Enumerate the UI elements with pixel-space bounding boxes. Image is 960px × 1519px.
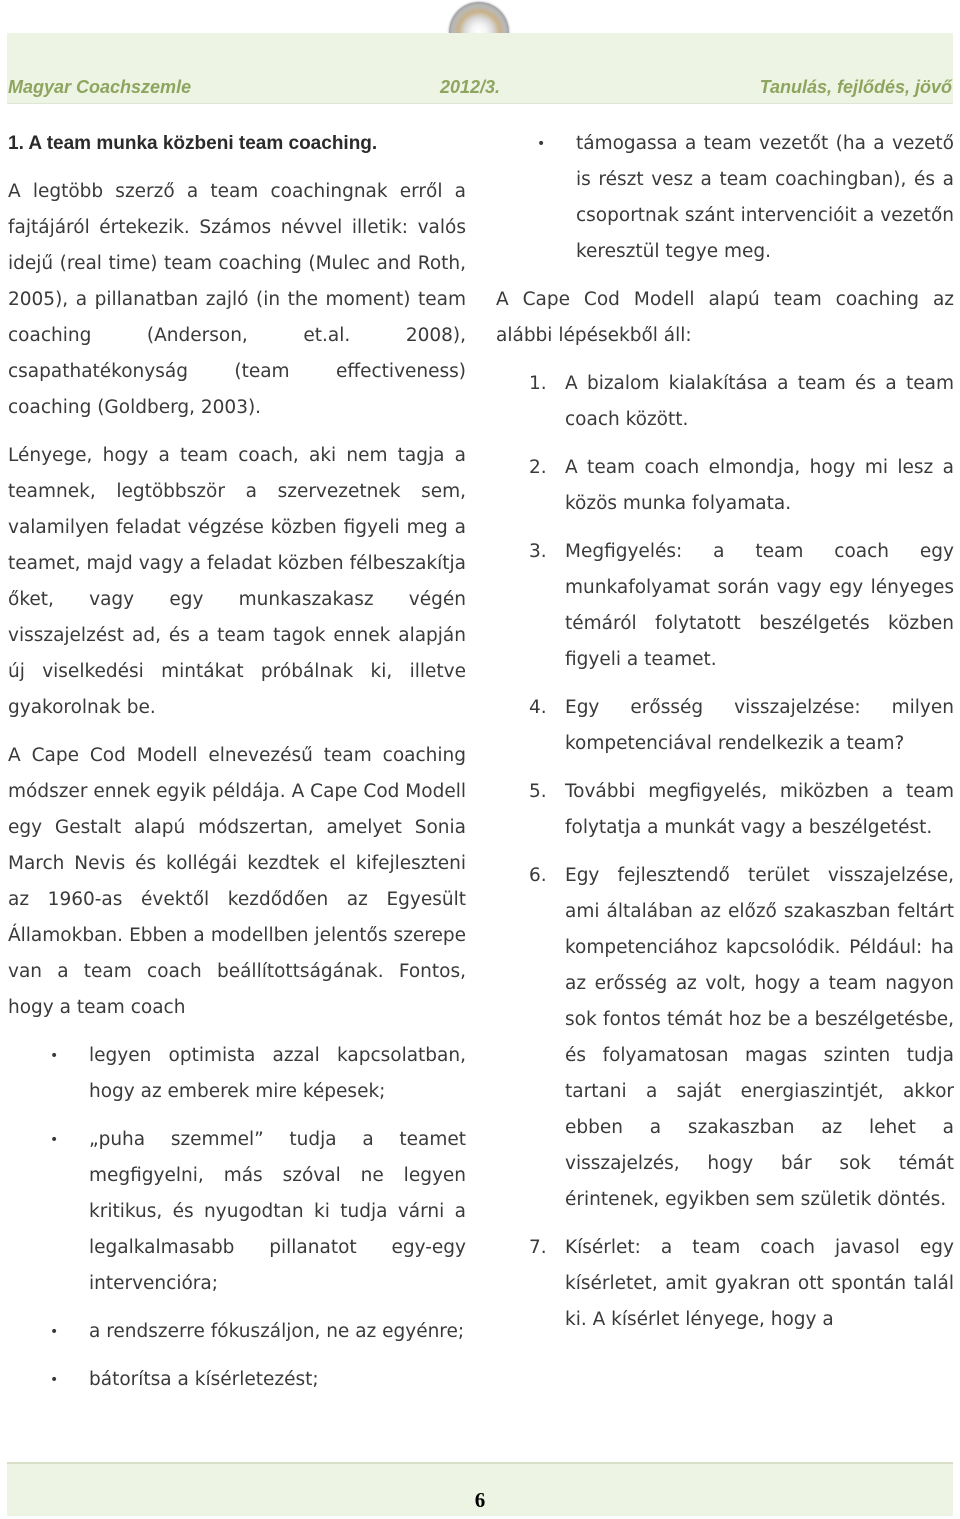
issue-number: 2012/3. bbox=[440, 77, 501, 97]
bullet-icon: • bbox=[537, 136, 546, 152]
list-item: • legyen optimista azzal kapcsolatban, hogy az emberek mire képesek; bbox=[8, 1038, 466, 1110]
bullet-icon: • bbox=[50, 1048, 59, 1064]
paragraph: Lényege, hogy a team coach, aki nem tagja a teamnek, legtöbbször a szervezetnek sem, valamilyen feladat végzése közben figyeli meg a teamet, majd vagy a feladat közben félbeszakítja őket, vagy egy munkaszakasz végén visszajelzést ad, és a team tagok ennek alapján új viselkedési mintákat próbálnak ki, illetve gyakorolnak be. bbox=[8, 445, 466, 718]
step-item: 3. Megfigyelés: a team coach egy munkafolyamat során vagy egy lényeges témáról folytatott beszélgetés közben figyeli a teamet. bbox=[496, 534, 954, 678]
list-item: • támogassa a team vezetőt (ha a vezető is részt vesz a team coachingban), és a csoportnak szánt intervencióit a vezetőn keresztül tegye meg. bbox=[496, 126, 954, 270]
step-item: 5. További megfigyelés, miközben a team folytatja a munkát vagy a beszélgetést. bbox=[496, 774, 954, 846]
step-number: 5. bbox=[529, 781, 547, 802]
list-item: • „puha szemmel” tudja a teamet megfigyelni, más szóval ne legyen kritikus, és nyugodtan ki tudja várni a legalkalmasabb pillanatot egy-egy intervencióra; bbox=[8, 1122, 466, 1302]
journal-tagline: Tanulás, fejlődés, jövő bbox=[759, 77, 952, 97]
paragraph: A Cape Cod Modell elnevezésű team coaching módszer ennek egyik példája. A Cape Cod Modell egy Gestalt alapú módszertan, amelyet Sonia March Nevis és kollégái kezdtek el kifejleszteni az 1960-as évektől kezdődően az Egyesült Államokban. Ebben a modellben jelentős szerepe van a team coach beállítottságának. Fontos, hogy a team coach bbox=[8, 745, 466, 1018]
list-item: • a rendszerre fókuszáljon, ne az egyénre; bbox=[8, 1314, 466, 1350]
step-item: 7. Kísérlet: a team coach javasol egy kísérletet, amit gyakran ott spontán talál ki. A kísérlet lényege, hogy a bbox=[496, 1230, 954, 1338]
step-item: 6. Egy fejlesztendő terület visszajelzése, ami általában az előző szakaszban feltárt kompetenciához kapcsolódik. Például: ha az erősség az volt, hogy a team nagyon sok fontos témát hoz be a beszélgetésbe, és folyamatosan magas szinten tudja tartani a saját energiaszintjét, akkor ebben a szakaszban az lehet a visszajelzés, hogy bár sok témát érintenek, egyikben sem születik döntés. bbox=[496, 858, 954, 1218]
bullet-icon: • bbox=[50, 1372, 59, 1388]
step-number: 3. bbox=[529, 541, 547, 562]
journal-name: Magyar Coachszemle bbox=[8, 77, 192, 97]
paragraph: A Cape Cod Modell alapú team coaching az alábbi lépésekből áll: bbox=[496, 289, 954, 346]
paragraph: A legtöbb szerző a team coachingnak erről a fajtájáról értekezik. Számos névvel illetik: valós idejű (real time) team coaching (Mulec and Roth, 2005), a pillanatban zajló (in the moment) team coaching (Anderson, et.al. 2008), csapathatékonyság (team effectiveness) coaching (Goldberg, 2003). bbox=[8, 181, 466, 418]
step-item: 4. Egy erősség visszajelzése: milyen kompetenciával rendelkezik a team? bbox=[496, 690, 954, 762]
steps-list bbox=[496, 366, 954, 1338]
bullet-list bbox=[8, 1038, 466, 1398]
step-number: 1. bbox=[529, 373, 547, 394]
footer-divider bbox=[7, 1462, 953, 1464]
step-number: 4. bbox=[529, 697, 547, 718]
bullet-icon: • bbox=[50, 1324, 59, 1340]
section-title: 1. A team munka közbeni team coaching. bbox=[8, 133, 378, 154]
right-column bbox=[496, 126, 954, 1350]
step-item: 2. A team coach elmondja, hogy mi lesz a közös munka folyamata. bbox=[496, 450, 954, 522]
step-number: 6. bbox=[529, 865, 547, 886]
page-number: 6 bbox=[474, 1488, 486, 1512]
step-item: 1. A bizalom kialakítása a team és a team coach között. bbox=[496, 366, 954, 438]
bullet-icon: • bbox=[50, 1132, 59, 1148]
bullet-list bbox=[496, 126, 954, 270]
step-number: 2. bbox=[529, 457, 547, 478]
list-item: • bátorítsa a kísérletezést; bbox=[8, 1362, 466, 1398]
step-number: 7. bbox=[529, 1237, 547, 1258]
left-column bbox=[8, 126, 466, 1410]
